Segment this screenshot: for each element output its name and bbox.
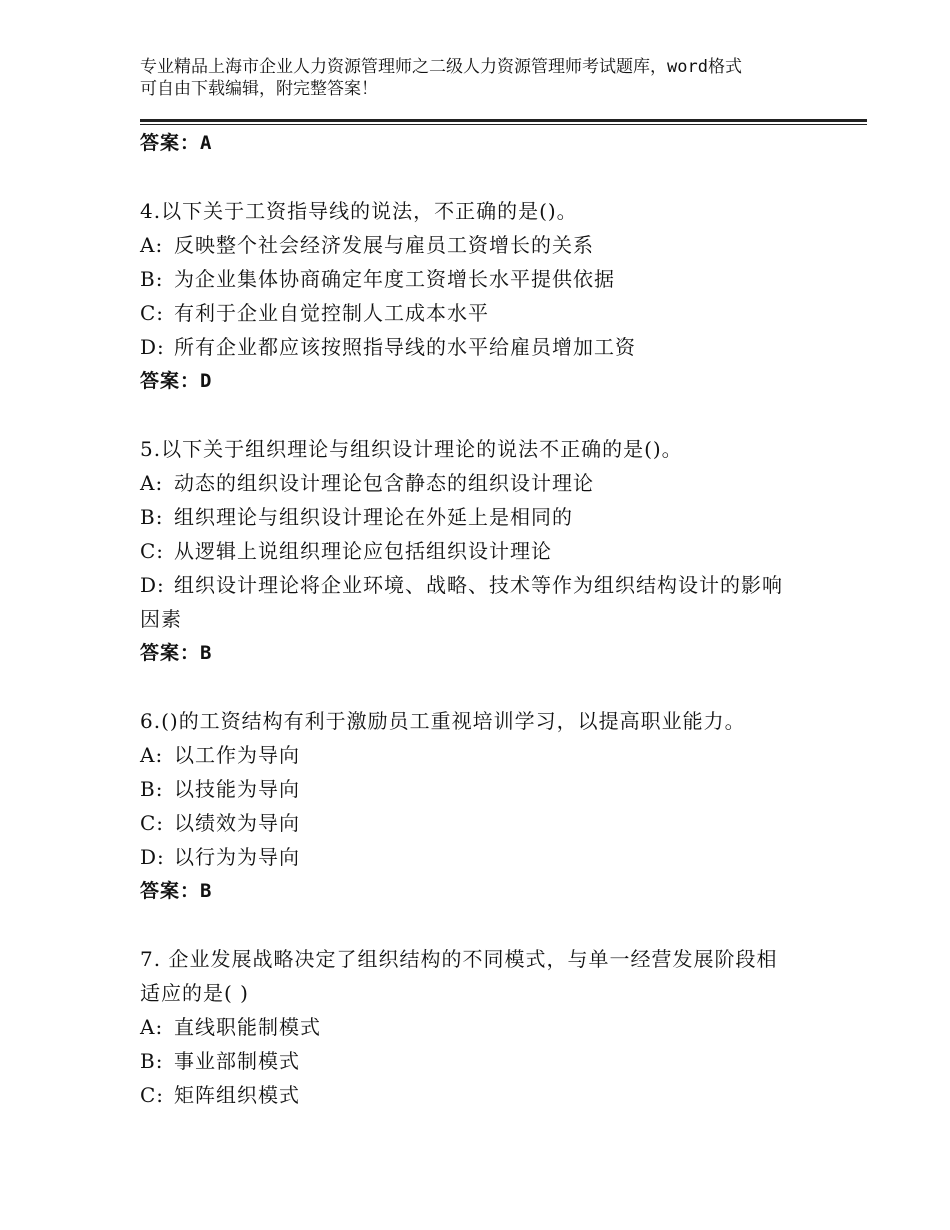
- answer-q3: 答案：A: [140, 132, 213, 154]
- option-text: 事业部制模式: [174, 1049, 300, 1073]
- option-d: [140, 330, 840, 364]
- question-stem: 6.()的工资结构有利于激励员工重视培训学习，以提高职业能力。: [140, 709, 746, 733]
- option-prefix: D:: [140, 335, 165, 359]
- option-text: 组织理论与组织设计理论在外延上是相同的: [174, 505, 573, 529]
- option-d-continuation: 因素: [140, 607, 182, 631]
- option-text: 以绩效为导向: [174, 811, 300, 835]
- option-d: [140, 568, 840, 602]
- answer: 答案：B: [140, 642, 213, 664]
- option-text: 反映整个社会经济发展与雇员工资增长的关系: [174, 233, 594, 257]
- question-6: [140, 704, 840, 908]
- option-text: 为企业集体协商确定年度工资增长水平提供依据: [174, 267, 615, 291]
- option-a: [140, 228, 840, 262]
- option-text: 直线职能制模式: [174, 1015, 321, 1039]
- question-5: [140, 432, 840, 670]
- option-b: [140, 262, 840, 296]
- document-header: [140, 56, 840, 100]
- answer: 答案：D: [140, 370, 213, 392]
- option-prefix: C:: [140, 539, 165, 563]
- option-prefix: A:: [140, 1015, 164, 1039]
- option-text: 有利于企业自觉控制人工成本水平: [174, 301, 489, 325]
- option-text: 以工作为导向: [174, 743, 300, 767]
- option-d: [140, 840, 840, 874]
- option-prefix: D:: [140, 845, 165, 869]
- spacer: [140, 160, 840, 194]
- option-prefix: B:: [140, 777, 164, 801]
- option-prefix: A:: [140, 471, 164, 495]
- option-text: 动态的组织设计理论包含静态的组织设计理论: [174, 471, 594, 495]
- option-prefix: B:: [140, 267, 164, 291]
- option-a: [140, 1010, 840, 1044]
- option-b: [140, 1044, 840, 1078]
- option-c: [140, 806, 840, 840]
- option-prefix: C:: [140, 301, 165, 325]
- option-prefix: B:: [140, 1049, 164, 1073]
- option-a: [140, 738, 840, 772]
- option-c: [140, 534, 840, 568]
- option-prefix: C:: [140, 1083, 165, 1107]
- option-text: 所有企业都应该按照指导线的水平给雇员增加工资: [174, 335, 636, 359]
- header-rule-thick: [140, 119, 867, 122]
- spacer: [140, 398, 840, 432]
- option-text: 矩阵组织模式: [174, 1083, 300, 1107]
- question-stem: 4.以下关于工资指导线的说法，不正确的是()。: [140, 199, 578, 223]
- option-c: [140, 1078, 840, 1112]
- option-text: 组织设计理论将企业环境、战略、技术等作为组织结构设计的影响: [174, 573, 783, 597]
- option-prefix: B:: [140, 505, 164, 529]
- option-prefix: A:: [140, 233, 164, 257]
- option-prefix: D:: [140, 573, 165, 597]
- header-rule-thin: [140, 124, 867, 125]
- option-text: 以行为为导向: [174, 845, 300, 869]
- spacer: [140, 670, 840, 704]
- header-line-1: 专业精品上海市企业人力资源管理师之二级人力资源管理师考试题库，word格式: [140, 57, 742, 77]
- option-b: [140, 500, 840, 534]
- option-prefix: C:: [140, 811, 165, 835]
- option-text: 以技能为导向: [174, 777, 300, 801]
- question-stem: 7. 企业发展战略决定了组织结构的不同模式，与单一经营发展阶段相: [140, 947, 778, 971]
- option-text: 从逻辑上说组织理论应包括组织设计理论: [174, 539, 552, 563]
- question-stem: 5.以下关于组织理论与组织设计理论的说法不正确的是()。: [140, 437, 683, 461]
- option-b: [140, 772, 840, 806]
- answer: 答案：B: [140, 880, 213, 902]
- option-prefix: A:: [140, 743, 164, 767]
- option-c: [140, 296, 840, 330]
- question-list: [140, 126, 840, 1112]
- question-7: [140, 942, 840, 1112]
- option-a: [140, 466, 840, 500]
- header-line-2: 可自由下载编辑，附完整答案！: [140, 79, 378, 99]
- spacer: [140, 908, 840, 942]
- question-stem-continuation: 适应的是( ): [140, 981, 249, 1005]
- question-4: [140, 194, 840, 398]
